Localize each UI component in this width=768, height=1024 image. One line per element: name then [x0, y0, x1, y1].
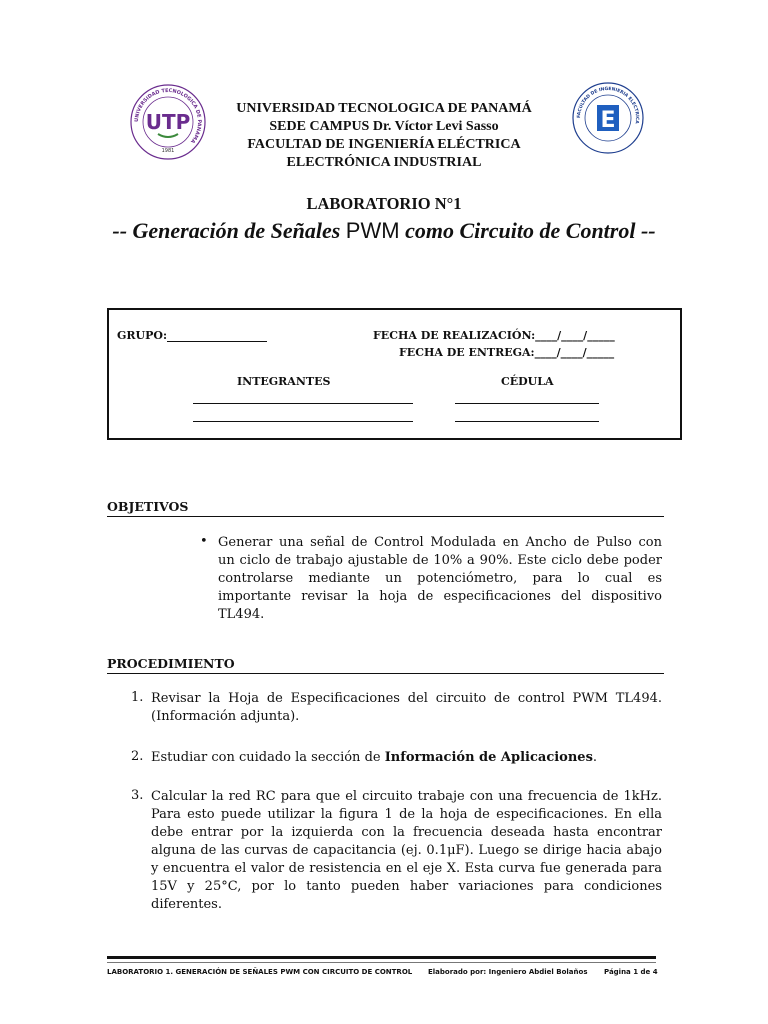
footer-author: Elaborado por: Ingeniero Abdiel Bolaños [428, 968, 588, 976]
objetivos-rule [107, 516, 664, 517]
fie-logo-ring-text: FACULTAD DE INGENIERIA ELECTRICA [576, 86, 640, 125]
grupo-field[interactable] [167, 341, 267, 342]
objetivo-line-4: importante revisar la hoja de especificaciones del dispositivo [218, 589, 662, 604]
header-campus: SEDE CAMPUS Dr. Víctor Levi Sasso [269, 119, 499, 134]
step-number-3: 3. [131, 788, 144, 803]
step-3-line-2: Para esto puede utilizar la figura 1 de la hoja de especificaciones. En ella [151, 807, 662, 822]
objetivos-title: OBJETIVOS [107, 499, 189, 514]
header-university: UNIVERSIDAD TECNOLOGICA DE PANAMÁ [236, 101, 532, 116]
step-3-text [151, 788, 662, 914]
header-faculty: FACULTAD DE INGENIERÍA ELÉCTRICA [247, 137, 521, 152]
integrante-field-1[interactable] [193, 403, 413, 404]
subtitle-part1: -- Generación de Señales [112, 218, 346, 243]
step-1-line-1: Revisar la Hoja de Especificaciones del circuito de control PWM TL494. [151, 691, 662, 706]
cedula-field-2[interactable] [455, 421, 599, 422]
step-1-line-2: (Información adjunta). [151, 709, 300, 724]
group-info-box [107, 308, 682, 440]
step-3-line-5: y encuentra el valor de resistencia en el eje X. Esta curva fue generada para [151, 861, 662, 876]
procedimiento-rule [107, 673, 664, 674]
fie-logo [570, 80, 646, 156]
footer-rule-thick [107, 956, 656, 959]
cedula-field-1[interactable] [455, 403, 599, 404]
step-3-line-4: alguna de las curvas de capacitancia (ej. 0.1μF). Luego se dirige hacia abajo [151, 843, 662, 858]
objetivo-line-5: TL494. [218, 607, 265, 622]
lab-title: LABORATORIO N°1 [306, 194, 462, 213]
grupo-label: GRUPO: [117, 329, 168, 342]
step-2-text-after: . [592, 750, 598, 765]
step-2-text [151, 749, 662, 767]
objetivo-line-1: Generar una señal de Control Modulada en Ancho de Pulso con [218, 535, 662, 550]
footer-page: Página 1 de 4 [604, 968, 658, 976]
institution-header [200, 100, 568, 172]
objetivo-text [218, 534, 662, 624]
step-1-text [151, 690, 662, 726]
header-department: ELECTRÓNICA INDUSTRIAL [286, 155, 482, 170]
lab-subtitle [0, 218, 768, 244]
footer-rule-thin [107, 962, 656, 963]
step-2-text-bold: Información de Aplicaciones [384, 750, 593, 765]
fecha-realizacion[interactable]: FECHA DE REALIZACIÓN:____/____/_____ [373, 329, 615, 342]
step-2-text-before: Estudiar con cuidado la sección de [151, 750, 385, 765]
fecha-entrega[interactable]: FECHA DE ENTREGA:____/____/_____ [399, 346, 615, 359]
utp-logo [128, 82, 208, 162]
utp-logo-ring-text: UNIVERSIDAD TECNOLOGICA DE PANAMA [133, 87, 203, 145]
step-3-line-3: debe entrar por la izquierda con la frecuencia deseada hasta encontrar [151, 825, 662, 840]
cedula-label: CÉDULA [501, 375, 554, 388]
step-number-2: 2. [131, 749, 144, 764]
utp-logo-year: 1981 [161, 148, 175, 154]
procedimiento-title: PROCEDIMIENTO [107, 656, 235, 671]
step-3-line-7: diferentes. [151, 897, 222, 912]
integrante-field-2[interactable] [193, 421, 413, 422]
step-3-line-1: Calcular la red RC para que el circuito trabaje con una frecuencia de 1kHz. [151, 789, 662, 804]
footer-title: LABORATORIO 1. GENERACIÓN DE SEÑALES PWM CON CIRCUITO DE CONTROL [107, 968, 413, 976]
step-3-line-6: 15V y 25°C, por lo tanto pueden haber variaciones para condiciones [151, 879, 662, 894]
subtitle-part2: como Circuito de Control -- [399, 218, 656, 243]
objetivo-line-3: controlarse mediante un potenciómetro, para lo cual es [218, 571, 662, 586]
step-number-1: 1. [131, 690, 144, 705]
objetivo-bullet: • [200, 534, 208, 549]
integrantes-label: INTEGRANTES [237, 375, 331, 388]
fie-logo-mark: E [600, 108, 616, 133]
utp-logo-mark: UTP [145, 110, 191, 134]
objetivo-line-2: un ciclo de trabajo ajustable de 10% a 90%. Este ciclo debe poder [218, 553, 662, 568]
subtitle-pwm: PWM [345, 218, 400, 243]
